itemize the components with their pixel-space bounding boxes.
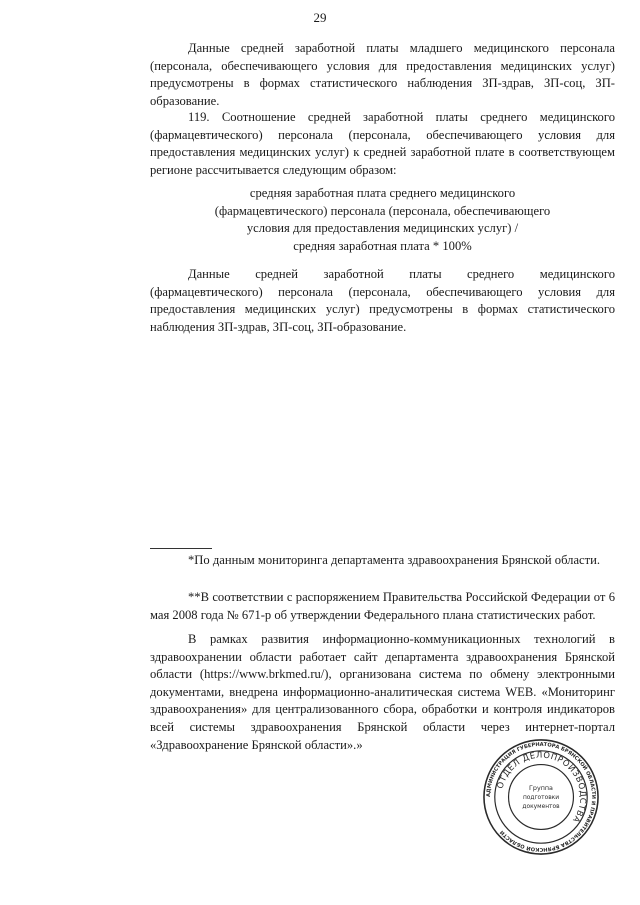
formula-line: средняя заработная плата * 100%	[293, 238, 472, 253]
stamp-center-text: Группа	[529, 784, 553, 793]
stamp-ring-text: ОТДЕЛ ДЕЛОПРОИЗВОДСТВА	[494, 749, 589, 825]
ratio-formula	[150, 185, 615, 255]
office-stamp-icon	[482, 738, 600, 856]
footnote-separator	[150, 548, 212, 549]
page-number: 29	[313, 10, 327, 25]
footnote-government-order: **В соответствии с распоряжением Правительства Российской Федерации от 6 мая 2008 года № 671-р об утверждении Федерального плана статистических работ.	[150, 590, 615, 622]
paragraph-119-ratio: 119. Соотношение средней заработной платы среднего медицинского (фармацевтического) персонала (персонала, обеспечивающего условия для предоставления медицинских услуг) к средней заработной плате в соответствующем регионе рассчитывается следующим образом:	[150, 110, 615, 177]
formula-line: условия для предоставления медицинских услуг) /	[246, 221, 519, 236]
paragraph-junior-staff-data: Данные средней заработной платы младшего медицинского персонала (персонала, обеспечивающего условия для предоставления медицинских услуг) предусмотрены в формах статистического наблюдения ЗП-здрав, ЗП-соц, ЗП-образование.	[150, 41, 615, 108]
formula-line: (фармацевтического) персонала (персонала, обеспечивающего	[214, 203, 551, 218]
footnote-monitoring: *По данным мониторинга департамента здравоохранения Брянской области.	[188, 553, 601, 567]
footnote-ict-development: В рамках развития информационно-коммуникационных технологий в здравоохранении области работает сайт департамента здравоохранения Брянской области (https://www.brkmed.ru/), организована система по обмену электронными документами, внедрена информационно-аналитическая система WEB. «Мониторинг здравоохранения» для централизованного сбора, обработки и контроля индикаторов всей системы здравоохранения Брянской области через интернет-портал «Здравоохранение Брянской области».»	[150, 632, 615, 752]
stamp-center-text: документов	[522, 803, 560, 810]
stamp-center-text: подготовки	[522, 794, 560, 801]
paragraph-mid-staff-data: Данные средней заработной платы среднего медицинского (фармацевтического) персонала (персонала, обеспечивающего условия для предоставления медицинских услуг) предусмотрены в формах статистического наблюдения ЗП-здрав, ЗП-соц, ЗП-образование.	[150, 267, 615, 334]
formula-line: средняя заработная плата среднего медицинского	[249, 186, 516, 200]
stamp-outer-text: АДМИНИСТРАЦИЯ ГУБЕРНАТОРА БРЯНСКОЙ ОБЛАСТИ И ПРАВИТЕЛЬСТВА БРЯНСКОЙ ОБЛАСТИ	[485, 741, 597, 853]
